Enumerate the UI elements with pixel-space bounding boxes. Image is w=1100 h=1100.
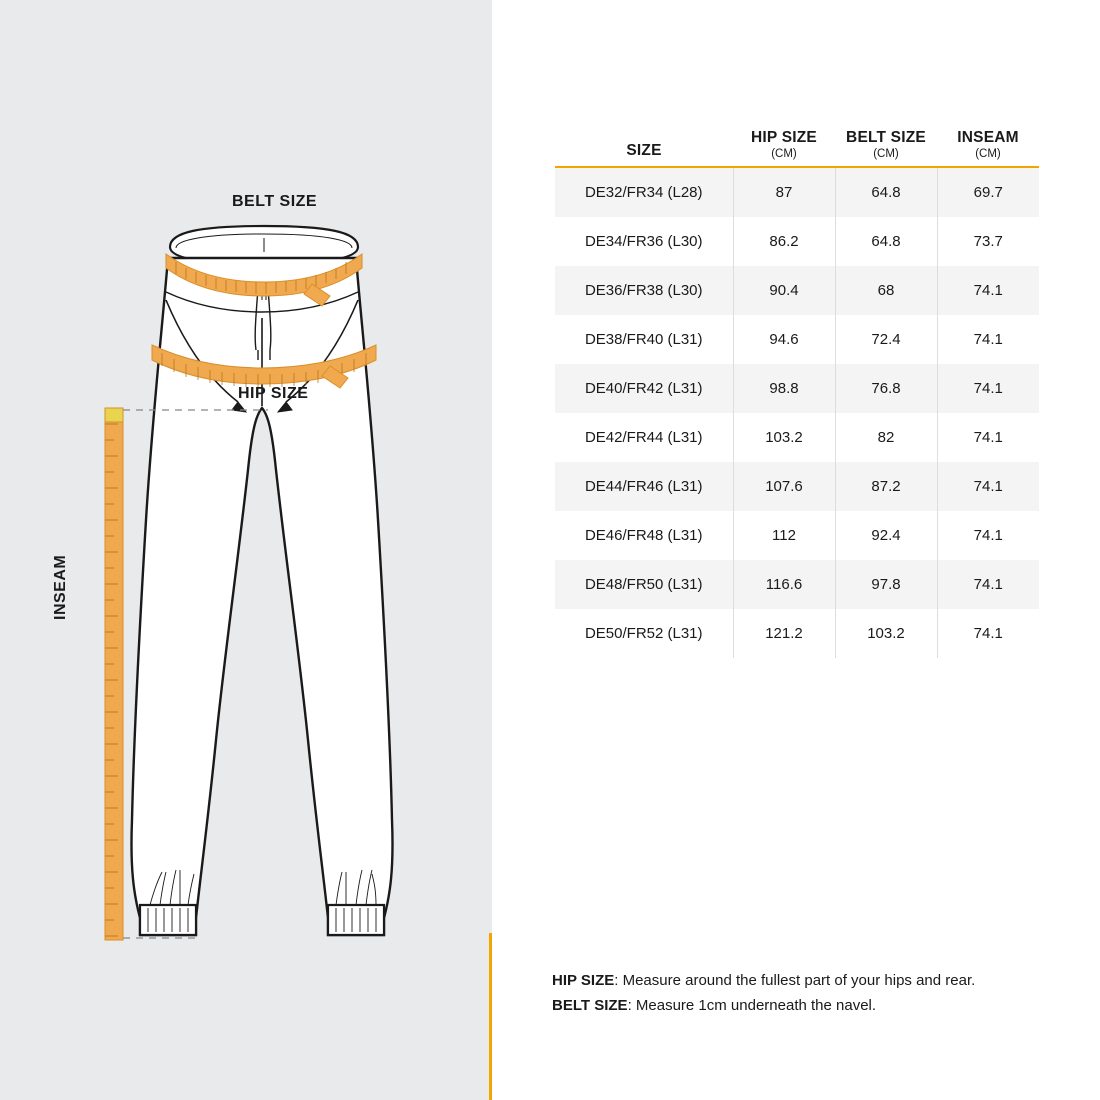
belt-size-label: BELT SIZE [232, 193, 318, 210]
cell-belt: 92.4 [835, 511, 937, 560]
table-row [555, 167, 1039, 217]
cell-belt: 76.8 [835, 364, 937, 413]
cell-hip: 87 [733, 167, 835, 217]
column-header-inseam-unit: (CM) [975, 148, 1001, 160]
note-hip-size-term: HIP SIZE [552, 972, 615, 989]
cell-size: DE36/FR38 (L30) [555, 266, 733, 315]
table-row [555, 609, 1039, 658]
cell-inseam: 74.1 [973, 576, 1003, 593]
cell-hip: 94.6 [733, 315, 835, 364]
cell-belt: 64.8 [835, 167, 937, 217]
cell-belt: 82 [835, 413, 937, 462]
cell-inseam: 74.1 [973, 478, 1003, 495]
cell-belt: 103.2 [835, 609, 937, 658]
cell-inseam: 74.1 [973, 527, 1003, 544]
table-row [555, 315, 1039, 364]
column-header-belt-size-unit: (CM) [873, 148, 899, 160]
cell-belt: 68 [835, 266, 937, 315]
table-row [555, 413, 1039, 462]
column-header-hip-size-unit: (CM) [771, 148, 797, 160]
cell-hip: 107.6 [733, 462, 835, 511]
cell-hip: 121.2 [733, 609, 835, 658]
cell-inseam: 74.1 [973, 380, 1003, 397]
cell-belt: 97.8 [835, 560, 937, 609]
cell-hip: 86.2 [733, 217, 835, 266]
inseam-label: INSEAM [52, 554, 69, 620]
column-header-belt-size-label: BELT SIZE [846, 129, 926, 146]
cell-size: DE46/FR48 (L31) [555, 511, 733, 560]
column-header-hip-size-label: HIP SIZE [751, 129, 817, 146]
column-header-inseam [937, 128, 1039, 167]
pants-illustration [0, 0, 492, 1100]
cell-hip: 112 [733, 511, 835, 560]
note-belt-size-term: BELT SIZE [552, 997, 628, 1014]
cell-inseam: 73.7 [973, 233, 1003, 250]
note-belt-size [552, 993, 1072, 1018]
table-row [555, 511, 1039, 560]
cell-inseam: 74.1 [973, 331, 1003, 348]
illustration-panel [0, 0, 492, 1100]
measurement-notes [552, 968, 1072, 1018]
cell-hip: 103.2 [733, 413, 835, 462]
column-header-size-label: SIZE [626, 142, 662, 159]
cell-hip: 116.6 [733, 560, 835, 609]
cell-inseam: 74.1 [973, 282, 1003, 299]
cell-belt: 87.2 [835, 462, 937, 511]
cell-hip: 98.8 [733, 364, 835, 413]
cell-belt: 72.4 [835, 315, 937, 364]
cell-size: DE32/FR34 (L28) [555, 167, 733, 217]
note-hip-size-text: : Measure around the fullest part of your hips and rear. [614, 972, 976, 989]
cell-size: DE48/FR50 (L31) [555, 560, 733, 609]
note-belt-size-text: : Measure 1cm underneath the navel. [627, 997, 877, 1014]
cell-belt: 64.8 [835, 217, 937, 266]
cell-inseam: 74.1 [973, 429, 1003, 446]
table-body [555, 167, 1039, 658]
table-row [555, 217, 1039, 266]
table-row [555, 462, 1039, 511]
column-header-inseam-label: INSEAM [957, 129, 1019, 146]
table-row [555, 266, 1039, 315]
note-hip-size [552, 968, 1072, 993]
table-header [555, 128, 1039, 167]
cell-inseam: 69.7 [973, 184, 1003, 201]
cell-hip: 90.4 [733, 266, 835, 315]
content-panel [492, 0, 1100, 1100]
size-chart-table [555, 128, 1039, 658]
cell-size: DE42/FR44 (L31) [555, 413, 733, 462]
cell-size: DE38/FR40 (L31) [555, 315, 733, 364]
cell-inseam: 74.1 [973, 625, 1003, 642]
hip-size-label: HIP SIZE [238, 385, 309, 402]
column-header-size [555, 128, 733, 167]
cell-size: DE50/FR52 (L31) [555, 609, 733, 658]
cell-size: DE40/FR42 (L31) [555, 364, 733, 413]
cell-size: DE44/FR46 (L31) [555, 462, 733, 511]
table-row [555, 560, 1039, 609]
column-header-hip-size [733, 128, 835, 167]
table-row [555, 364, 1039, 413]
cell-size: DE34/FR36 (L30) [555, 217, 733, 266]
column-header-belt-size [835, 128, 937, 167]
